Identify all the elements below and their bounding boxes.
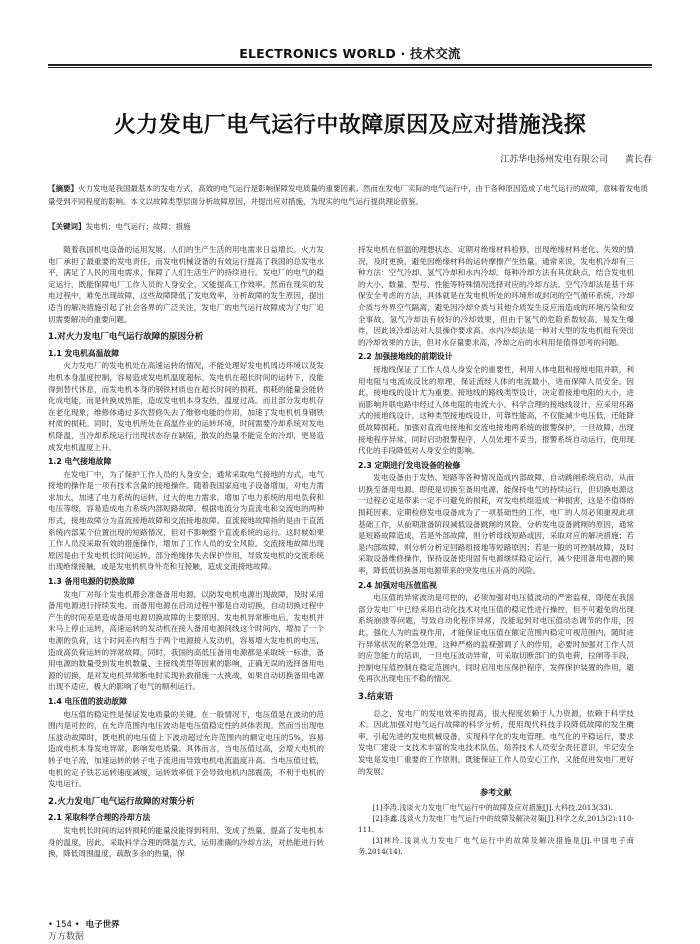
section-3-title: 3.结束语	[358, 691, 394, 702]
article-title: 火力发电厂电气运行中故障原因及应对措施浅探	[113, 113, 587, 138]
section-1-1-text: 火力发电厂的发电机处在高速运转的情况，不能处理好发电机周边环境以及发电机本身温度控制，容易造成发电机温度超标。发电机在超长时间的运转下，没能得到替代休息，而发电机本身的钢铁材质也在超长时间的损耗，损耗的能量会能转化成电能，而是转换成热能，造成发电机本身发热，温度过高。而且部分发电机存在老化现象，维修体通过多次替修失去了维修电能的作用，加速了发电机机身钢铁材质的损耗。同时，发电机所处在高温作业的运转环境，时间需要冷却系统对发电机降温，当冷却系统运行出现状态存在缺陷，散发的热量不能完全的冷却，更易造成发电机温度上升。	[48, 361, 324, 452]
abstract-text: 火力发电是我国最基本的发电方式，高效的电气运行是影响保障发电质量的重要因素。然而在发电厂实际的电气运行中，由于各种原因造成了电气运行的故障，意味着发电质量受到不同程度的影响。本文以故障类型层面分析故障原因，并提出应对措施，为现实的电气运行提供理论借鉴。	[48, 184, 648, 206]
section-1-3-text: 发电厂对每个发电机都会准备备用电源，以防发电机电源出现故障，及时采用备用电源进行持续发电。而备用电源在启动过程中都是自动切换，自动切换过程中产生的时间差是造成备用电源切换故障的主要原因。发电机异常断电后，发电机并未马上停止运转，高速运转的发动机在接入备用电源间线这个时间内，增加了一个电源的负荷，这个时间差内相当于两个电源接入发动机，容易增大发电机的电压，造成高负荷运转的异常故障。同时，我国的高低压备用电源都是采取统一标准，备用电源的数量受到发电机数量、主接线类型等因素的影响，正确无误的选择备用电源的切换，是对发电机异常断电时实现补救措施一大挑战，如果自动切换备用电源出现不适应，极大的影响了电气的顺利运行。	[48, 589, 324, 692]
section-1-3-title: 1.3 备用电源的切换故障	[48, 577, 135, 587]
left-column	[48, 244, 324, 914]
reference-item: [1]李涛.浅谈火力发电厂电气运行中的故障及应对措施[J].大科技,2013(33).	[372, 802, 613, 812]
section-2-2-text: 接地线保证了工作人员人身安全的重要性，利用人体电阻和接地电阻并联，利用电阻与电流成反比的原理，保证流经人体的电流最小，进而保障人员安全。因此，接地线的设计尤为重要。接地线的路线类型设计，决定着接地电阻的大小，进而影响并联电路中经过人体电阻的电流大小。科学合理的接地线设计，应采用环路式的接地线设计，这种类型接地线设计，可靠性能高，不仅能减少电压低，还能降低故障损耗。加强对直流电接地和交流电接地两系统的报警保护，一旦故障，出现接地程序异常，同时启动报警程序，人员处理不妥当，报警系统自动运行，使用现代化的手段降低对人身安全的影响。	[358, 364, 634, 456]
section-2-4-title: 2.4 加强对电压值监视	[358, 580, 437, 590]
section-2-2-title: 2.2 加强接地线的前期设计	[358, 352, 453, 362]
header-rule	[48, 64, 652, 66]
references-title: 参考文献	[480, 788, 512, 798]
section-1-title: 1.对火力发电厂电气运行故障的原因分析	[48, 332, 204, 343]
abstract	[48, 182, 652, 208]
header-rule-thin	[48, 67, 652, 68]
keywords-label: 【关键词】	[48, 222, 86, 231]
magazine-name: 电子世界	[85, 920, 120, 930]
abstract-label: 【摘要】	[48, 184, 78, 193]
keywords-text: 发电机；电气运行；故障；措施	[85, 222, 191, 231]
watermark: 万方数据	[48, 932, 85, 942]
page-number: • 154 •	[48, 920, 80, 930]
reference-item: [3]林玲.浅谈火力发电厂电气运行中的故障及解决措施是[J].中国电子商务,2014(14).	[358, 835, 634, 856]
affiliation: 江苏华电扬州发电有限公司	[500, 155, 609, 165]
section-2-title: 2.火力发电厂电气运行故障的对策分析	[48, 796, 195, 807]
section-2-3-text: 发电设备由于发热、短路等各种情况造成内部故障，自动跳闸系统启动，从而切换至备用电源。即使是切换至备用电源，能保持电气的持续运行，但切换电源这一过程必定是带来一定不可避免的损耗，对发电机组造成一种损害，这是不值得的损耗因素。定期检修发电设备成为了一项基础性的工作，电厂的人员必须重视此项基础工作，从前期准备阶段减低设备跳闸的风险。分析发电设备跳闸的原因，通常是短路故障造成，若是外部故障，则分析母线短路或因，采取对应的解决措施；若是内部故障，则分析分析定回路组接地等短路原因；若是一般的可控制故障，及时采取设备维修操作，保持设备使用固有电源继续稳定运行，减少使用备用电源的频率，降低低切换备用电源带来的突发电压升高的风险。	[358, 473, 634, 576]
author-line	[486, 152, 652, 165]
section-2-3-title: 2.3 定期进行发电设备的检修	[358, 460, 461, 470]
section-1-4-text: 电压值的稳定性是保证发电质量的关键。在一般情况下，电压值是在波动的范围内是可控的，在允许范围内电压波动是电压值稳定性的具体表现。然而当出现电压波动故障时，既电机的电压值上下波动超过允许范围内的额定电压的5%，容易造成电机本身发电异常，影响发电质量。具体而言，当电压值过高，会增大电机的转子电子流，加速运转的转子电子流进而导致电机电流温度升高。当电压值过低，电机的定子铁芯运转速度减缓，运转效率低下会导致电机内部震荡，不利于电机的发电运行。	[48, 709, 324, 789]
author-name: 黄长春	[624, 155, 652, 165]
section-1-1-title: 1.1 发电机高温故障	[48, 348, 120, 358]
section-1-4-title: 1.4 电压值的波动故障	[48, 696, 127, 706]
keywords	[48, 221, 652, 232]
section-2-1-title: 2.1 采取科学合理的冷却方法	[48, 813, 151, 823]
section-2-1-continued: 持发电机在恒温的理想状态。定期对绝缘材料检修，出现绝缘材料老化、失效的情况，及时更换，避免因绝缘材料的运转摩擦产生热量。通常来说，发电机冷却有三种方法：空气冷却、氢气冷却和水内冷却。每种冷却方法有其优缺点，结合发电机的大小、数量、型号、性能等特殊情况选择对应的冷却方法。空气冷却法是基于环保安全考虑的方法，具体就是在发电机所处的环境形成封闭的空气循环系统，冷却介质与外界空气隔离，避免因冷却介质与其他介质发生反应而造成的环境污染和安全事故。氢气冷却法有较好的冷却效果，但由于氢气的危险系数较高，易发生爆炸，因此该冷却法对人员操作要求高。水内冷却法是一种对大型的发电机组有突出的冷却效果的方法，但对水存量要求高，冷却之后的水利用是值得思考的问题。	[358, 245, 634, 347]
section-2-4-text: 电压值的异常波动是可控的，必须加强对电压值波动的严密监视，即使在我国部分发电厂中已经采用自动化技术对电压值的稳定性进行操控，但不可避免的出现系统崩溃等问题，导致自动化程序异常，没能起到对电压值动态调节的作用，因此，强化人为的监视作用，才能保证电压值在额定范围内稳定可视范围内，随时进行异常状况的紧急处理。这种严格的监视强调了人的作用，必要时加强对工作人员的应急能力的培训，一旦电压波动异常，可采取切断部门的负电荷，拉闸等手段，控制电压值控制在稳定范围内，同时启用电压保护程序，发挥保护装置的作用，避免再次出现电压不稳的情况。	[358, 593, 634, 684]
section-1-2-title: 1.2 电气接地故障	[48, 457, 112, 467]
reference-item: [2]李鑫.浅谈火力发电厂电气运行中的故障及解决对策[J].科学之友,2013(2):110-111.	[358, 813, 634, 834]
journal-header: ELECTRONICS WORLD · 技术交流	[239, 46, 461, 61]
intro-paragraph: 随着我国机电设备的运用发展，人们的生产生活的用电需求日益增长。火力发电厂承担了最重要的发电责任，而发电机械设备的有效运行提高了我国的总发电水平，满足了人民的用电需求，保障了人们生活生产的持续进行。发电厂的电气的稳定运行，既能保障电厂工作人员的人身安全，又能提高工作效率。然而在现实的发电过程中，难免出现故障，这些故障降低了发电效率，分析故障的发生原因，提出适当的解决措施引起了社会各界的广泛关注，发电厂的电气运行故障成为了电厂追切需要解决的重要问题。	[48, 245, 324, 324]
section-2-1-text: 发电机长时间的运转损耗的能量没能得到利用，变成了热量，提高了发电机本身的温度，因此，采取科学合理的降温方式，运用准确的冷却方法，对热能进行转换，降低周围温度，疏散多余的热量，保	[48, 825, 324, 859]
right-column	[358, 244, 634, 914]
section-1-2-text: 在发电厂中，为了保护工作人员的人身安全，通常采取电气接地的方式，电气接地的操作是一项有技术含量的接地操作。随着我国家庭电子设备增加，对电力需求加大，加速了电力系统的运转，过大的电力需求，增加了电力系统的用电负荷和电压等级，容易造成电力系统内部短路故障。根据电流分为直流电和交流电的两种形式，接地故障分为直流接地故障和交流接地故障。直流接地故障指的是由于直流系统内部某个位置出现的短路情况，但对不影响整个直流系统的运行。这时候如果工作人员没采取有效的措施操作，增加了工作人员的安全风险。交流接地故障出现原因是由于发电机长时间运转，部分绝缘体失去保护作用，导致发电机的交流系统出现绝缘接触，或是发电机机身外壳和互接触，造成交流接地故障。	[48, 469, 324, 572]
section-3-text: 总之，发电厂的发电效率的提高，很大程度依赖于人力资源，依赖于科学技术。因此加强对电气运行故障的科学分析，使用现代科技手段降低故障的发生概率，引起先进的发电机械设备，实现科学化的发电管理。电气化的平稳运行，要求发电厂建设一支技术丰富的发电技术队伍，培养技术人员安全责任意识，牢记安全发电是发电厂重要的工作原则，既能保证工作人员安心工作，又能促进发电厂更好的发展。	[358, 708, 634, 776]
